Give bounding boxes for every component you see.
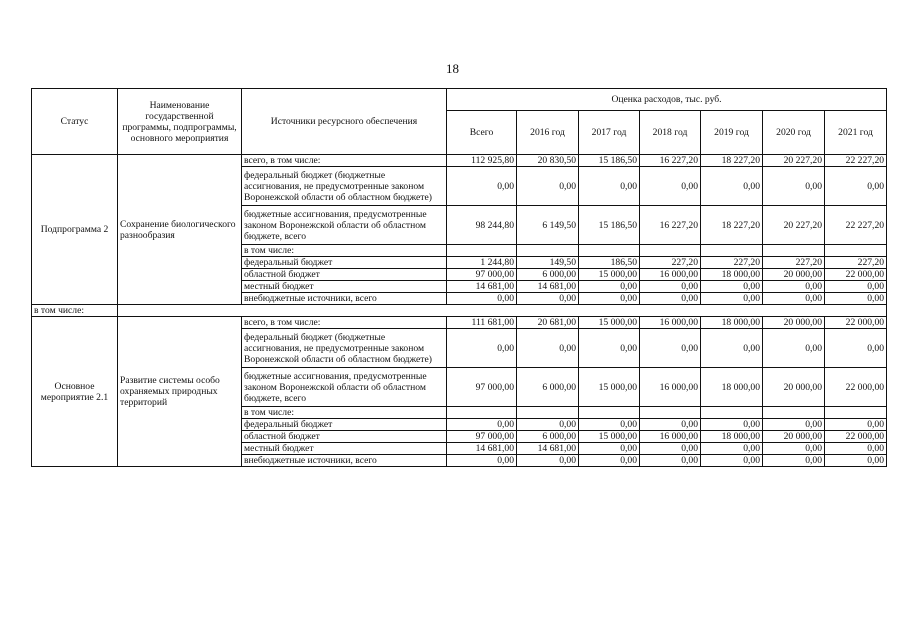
value-cell: 0,00 bbox=[763, 443, 825, 455]
value-cell bbox=[640, 245, 701, 257]
value-cell: 20 000,00 bbox=[763, 269, 825, 281]
value-cell: 20 000,00 bbox=[763, 431, 825, 443]
value-cell: 14 681,00 bbox=[517, 443, 579, 455]
value-cell: 0,00 bbox=[825, 293, 887, 305]
value-cell: 0,00 bbox=[825, 281, 887, 293]
value-cell bbox=[701, 245, 763, 257]
value-cell: 0,00 bbox=[579, 443, 640, 455]
source-cell: местный бюджет bbox=[242, 443, 447, 455]
value-cell: 0,00 bbox=[640, 329, 701, 368]
value-cell: 0,00 bbox=[825, 329, 887, 368]
value-cell: 22 000,00 bbox=[825, 368, 887, 407]
value-cell: 6 000,00 bbox=[517, 368, 579, 407]
value-cell: 22 227,20 bbox=[825, 206, 887, 245]
value-cell: 98 244,80 bbox=[447, 206, 517, 245]
value-cell: 0,00 bbox=[447, 455, 517, 467]
value-cell bbox=[579, 245, 640, 257]
value-cell: 0,00 bbox=[579, 293, 640, 305]
value-cell: 6 000,00 bbox=[517, 431, 579, 443]
value-cell: 227,20 bbox=[640, 257, 701, 269]
source-cell: бюджетные ассигнования, предусмотренные законом Воронежской области об областном бюджете, всего bbox=[242, 206, 447, 245]
value-cell: 186,50 bbox=[579, 257, 640, 269]
value-cell: 0,00 bbox=[763, 329, 825, 368]
value-cell bbox=[579, 407, 640, 419]
separator-blank bbox=[118, 305, 887, 317]
source-cell: внебюджетные источники, всего bbox=[242, 293, 447, 305]
value-cell: 1 244,80 bbox=[447, 257, 517, 269]
header-year: 2016 год bbox=[517, 111, 579, 155]
value-cell: 0,00 bbox=[517, 293, 579, 305]
value-cell: 97 000,00 bbox=[447, 368, 517, 407]
value-cell: 0,00 bbox=[579, 281, 640, 293]
source-cell: федеральный бюджет (бюджетные ассигнования, не предусмотренные законом Воронежской области об областном бюджете) bbox=[242, 167, 447, 206]
source-cell: в том числе: bbox=[242, 245, 447, 257]
value-cell: 0,00 bbox=[763, 281, 825, 293]
status-cell: Подпрограмма 2 bbox=[32, 155, 118, 305]
status-cell: Основное мероприятие 2.1 bbox=[32, 317, 118, 467]
value-cell: 0,00 bbox=[701, 455, 763, 467]
value-cell: 227,20 bbox=[763, 257, 825, 269]
value-cell: 0,00 bbox=[447, 329, 517, 368]
value-cell bbox=[763, 407, 825, 419]
value-cell: 227,20 bbox=[701, 257, 763, 269]
value-cell: 15 186,50 bbox=[579, 155, 640, 167]
value-cell: 227,20 bbox=[825, 257, 887, 269]
value-cell: 20 681,00 bbox=[517, 317, 579, 329]
value-cell: 0,00 bbox=[640, 419, 701, 431]
page-number: 18 bbox=[446, 61, 459, 76]
value-cell: 22 227,20 bbox=[825, 155, 887, 167]
value-cell: 14 681,00 bbox=[517, 281, 579, 293]
value-cell: 0,00 bbox=[701, 281, 763, 293]
value-cell: 0,00 bbox=[640, 443, 701, 455]
table-row bbox=[32, 317, 887, 329]
value-cell: 0,00 bbox=[579, 167, 640, 206]
value-cell: 6 000,00 bbox=[517, 269, 579, 281]
value-cell bbox=[517, 407, 579, 419]
value-cell: 18 000,00 bbox=[701, 269, 763, 281]
header-total: Всего bbox=[447, 111, 517, 155]
value-cell: 20 000,00 bbox=[763, 368, 825, 407]
value-cell: 112 925,80 bbox=[447, 155, 517, 167]
value-cell: 0,00 bbox=[763, 419, 825, 431]
value-cell: 16 227,20 bbox=[640, 206, 701, 245]
value-cell: 97 000,00 bbox=[447, 431, 517, 443]
value-cell: 0,00 bbox=[640, 281, 701, 293]
value-cell: 22 000,00 bbox=[825, 317, 887, 329]
header-year: 2019 год bbox=[701, 111, 763, 155]
value-cell: 18 000,00 bbox=[701, 368, 763, 407]
source-cell: местный бюджет bbox=[242, 281, 447, 293]
value-cell: 16 000,00 bbox=[640, 431, 701, 443]
value-cell: 20 830,50 bbox=[517, 155, 579, 167]
value-cell: 15 000,00 bbox=[579, 269, 640, 281]
value-cell: 15 000,00 bbox=[579, 317, 640, 329]
value-cell: 0,00 bbox=[447, 167, 517, 206]
header-year: 2020 год bbox=[763, 111, 825, 155]
value-cell: 0,00 bbox=[701, 167, 763, 206]
value-cell: 18 227,20 bbox=[701, 155, 763, 167]
value-cell: 0,00 bbox=[825, 455, 887, 467]
source-cell: областной бюджет bbox=[242, 431, 447, 443]
value-cell: 0,00 bbox=[640, 293, 701, 305]
value-cell: 20 227,20 bbox=[763, 155, 825, 167]
value-cell bbox=[447, 407, 517, 419]
value-cell: 20 000,00 bbox=[763, 317, 825, 329]
value-cell bbox=[825, 245, 887, 257]
source-cell: федеральный бюджет bbox=[242, 257, 447, 269]
value-cell: 14 681,00 bbox=[447, 281, 517, 293]
value-cell: 15 186,50 bbox=[579, 206, 640, 245]
value-cell: 16 000,00 bbox=[640, 317, 701, 329]
value-cell bbox=[517, 245, 579, 257]
value-cell: 0,00 bbox=[579, 329, 640, 368]
value-cell: 0,00 bbox=[763, 293, 825, 305]
value-cell: 16 227,20 bbox=[640, 155, 701, 167]
value-cell bbox=[447, 245, 517, 257]
value-cell: 0,00 bbox=[825, 419, 887, 431]
separator-row bbox=[32, 305, 887, 317]
value-cell: 0,00 bbox=[701, 329, 763, 368]
table-row bbox=[32, 155, 887, 167]
source-cell: бюджетные ассигнования, предусмотренные законом Воронежской области об областном бюджете, всего bbox=[242, 368, 447, 407]
value-cell: 111 681,00 bbox=[447, 317, 517, 329]
source-cell: федеральный бюджет (бюджетные ассигнования, не предусмотренные законом Воронежской области об областном бюджете) bbox=[242, 329, 447, 368]
value-cell: 0,00 bbox=[517, 329, 579, 368]
value-cell bbox=[763, 245, 825, 257]
source-cell: областной бюджет bbox=[242, 269, 447, 281]
header-status: Статус bbox=[32, 89, 118, 155]
value-cell bbox=[640, 407, 701, 419]
value-cell: 0,00 bbox=[517, 455, 579, 467]
source-cell: всего, в том числе: bbox=[242, 317, 447, 329]
value-cell: 18 227,20 bbox=[701, 206, 763, 245]
value-cell: 0,00 bbox=[447, 293, 517, 305]
value-cell: 15 000,00 bbox=[579, 368, 640, 407]
value-cell: 14 681,00 bbox=[447, 443, 517, 455]
value-cell: 16 000,00 bbox=[640, 269, 701, 281]
value-cell: 0,00 bbox=[579, 455, 640, 467]
value-cell: 6 149,50 bbox=[517, 206, 579, 245]
value-cell: 0,00 bbox=[701, 293, 763, 305]
header-sources: Источники ресурсного обеспечения bbox=[242, 89, 447, 155]
source-cell: в том числе: bbox=[242, 407, 447, 419]
budget-table bbox=[31, 88, 887, 467]
header-year: 2021 год bbox=[825, 111, 887, 155]
source-cell: всего, в том числе: bbox=[242, 155, 447, 167]
value-cell: 0,00 bbox=[763, 455, 825, 467]
value-cell bbox=[701, 407, 763, 419]
value-cell: 15 000,00 bbox=[579, 431, 640, 443]
header-year: 2018 год bbox=[640, 111, 701, 155]
value-cell: 20 227,20 bbox=[763, 206, 825, 245]
value-cell: 0,00 bbox=[701, 443, 763, 455]
value-cell: 0,00 bbox=[763, 167, 825, 206]
value-cell: 18 000,00 bbox=[701, 431, 763, 443]
value-cell: 0,00 bbox=[701, 419, 763, 431]
value-cell: 0,00 bbox=[825, 443, 887, 455]
header-estimate: Оценка расходов, тыс. руб. bbox=[447, 89, 887, 111]
table-body bbox=[32, 155, 887, 467]
header-name: Наименование государственной программы, подпрограммы, основного мероприятия bbox=[118, 89, 242, 155]
program-name-cell: Развитие системы особо охраняемых природных территорий bbox=[118, 317, 242, 467]
value-cell: 149,50 bbox=[517, 257, 579, 269]
value-cell: 22 000,00 bbox=[825, 431, 887, 443]
header-year: 2017 год bbox=[579, 111, 640, 155]
value-cell: 16 000,00 bbox=[640, 368, 701, 407]
value-cell: 0,00 bbox=[640, 455, 701, 467]
value-cell: 22 000,00 bbox=[825, 269, 887, 281]
value-cell: 0,00 bbox=[825, 167, 887, 206]
value-cell: 0,00 bbox=[447, 419, 517, 431]
value-cell: 0,00 bbox=[579, 419, 640, 431]
value-cell: 97 000,00 bbox=[447, 269, 517, 281]
program-name-cell: Сохранение биологического разнообразия bbox=[118, 155, 242, 305]
separator-label: в том числе: bbox=[32, 305, 118, 317]
source-cell: внебюджетные источники, всего bbox=[242, 455, 447, 467]
value-cell: 0,00 bbox=[640, 167, 701, 206]
source-cell: федеральный бюджет bbox=[242, 419, 447, 431]
value-cell: 0,00 bbox=[517, 167, 579, 206]
value-cell bbox=[825, 407, 887, 419]
value-cell: 18 000,00 bbox=[701, 317, 763, 329]
value-cell: 0,00 bbox=[517, 419, 579, 431]
